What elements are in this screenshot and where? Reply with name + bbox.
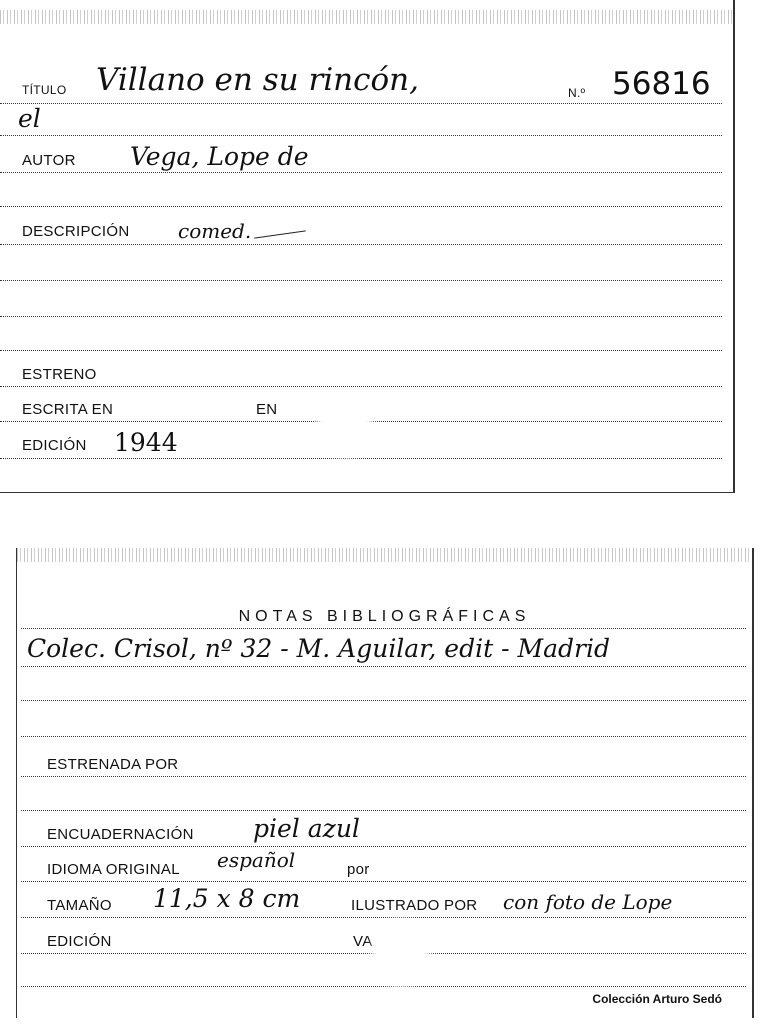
ilustrado-label: ILUSTRADO POR bbox=[351, 897, 478, 914]
rule-blank-4 bbox=[0, 350, 722, 351]
por-label: por bbox=[347, 861, 370, 878]
edicion-label: EDICIÓN bbox=[22, 437, 87, 454]
autor-value: Vega, Lope de bbox=[130, 142, 309, 171]
titulo-value: Villano en su rincón, bbox=[96, 62, 419, 98]
escrita-en-label: ESCRITA EN bbox=[22, 401, 114, 418]
estrenada-label: ESTRENADA POR bbox=[47, 756, 179, 773]
titulo-article: el bbox=[18, 104, 41, 133]
rule-descripcion bbox=[0, 244, 722, 245]
paper-blot bbox=[322, 402, 368, 452]
torn-edge bbox=[0, 10, 733, 24]
rule-blank-2 bbox=[0, 280, 722, 281]
rule-blank-6 bbox=[21, 986, 746, 987]
rule-idioma bbox=[21, 881, 746, 882]
tamano-value: 11,5 x 8 cm bbox=[153, 884, 301, 913]
rule-tamano bbox=[21, 917, 746, 918]
rule-notas-4 bbox=[21, 736, 746, 737]
catalog-card-front bbox=[0, 0, 735, 493]
encuadernacion-label: ENCUADERNACIÓN bbox=[47, 826, 194, 843]
rule-blank-3 bbox=[0, 316, 722, 317]
notas-line: Colec. Crisol, nº 32 - M. Aguilar, edit - Madrid bbox=[27, 634, 610, 663]
estreno-label: ESTRENO bbox=[22, 366, 97, 383]
numero-label: N.º bbox=[568, 86, 586, 100]
pen-stroke bbox=[254, 230, 306, 238]
idioma-value: español bbox=[217, 848, 296, 872]
edicion-value: 1944 bbox=[114, 428, 178, 457]
descripcion-label: DESCRIPCIÓN bbox=[22, 223, 130, 240]
rule-blank-1 bbox=[0, 206, 722, 207]
rule-titulo-2 bbox=[0, 135, 722, 136]
idioma-label: IDIOMA ORIGINAL bbox=[47, 861, 180, 878]
en-label: EN bbox=[256, 401, 278, 418]
autor-label: AUTOR bbox=[22, 152, 76, 169]
rule-notas-1 bbox=[21, 628, 746, 629]
paper-blot bbox=[377, 924, 425, 982]
notas-heading: NOTAS BIBLIOGRÁFICAS bbox=[238, 608, 531, 625]
rule-edicion bbox=[0, 458, 722, 459]
ilustrado-value: con foto de Lope bbox=[503, 890, 673, 914]
rule-estreno bbox=[0, 386, 722, 387]
encuadernacion-value: piel azul bbox=[253, 814, 360, 843]
rule-autor bbox=[0, 172, 722, 173]
rule-titulo bbox=[0, 103, 722, 104]
tamano-label: TAMAÑO bbox=[47, 897, 112, 914]
valor-label: VA bbox=[353, 933, 373, 950]
rule-blank-5 bbox=[21, 810, 746, 811]
edicion-label-2: EDICIÓN bbox=[47, 933, 112, 950]
catalog-card-back bbox=[16, 548, 754, 1018]
rule-notas-2 bbox=[21, 666, 746, 667]
descripcion-value: comed. bbox=[178, 219, 252, 243]
titulo-label: TÍTULO bbox=[22, 83, 67, 97]
collection-stamp: Colección Arturo Sedó bbox=[592, 992, 722, 1006]
rule-notas-3 bbox=[21, 700, 746, 701]
numero-value: 56816 bbox=[612, 66, 711, 102]
torn-edge bbox=[17, 548, 752, 562]
rule-estrenada bbox=[21, 776, 746, 777]
rule-encuadernacion bbox=[21, 846, 746, 847]
